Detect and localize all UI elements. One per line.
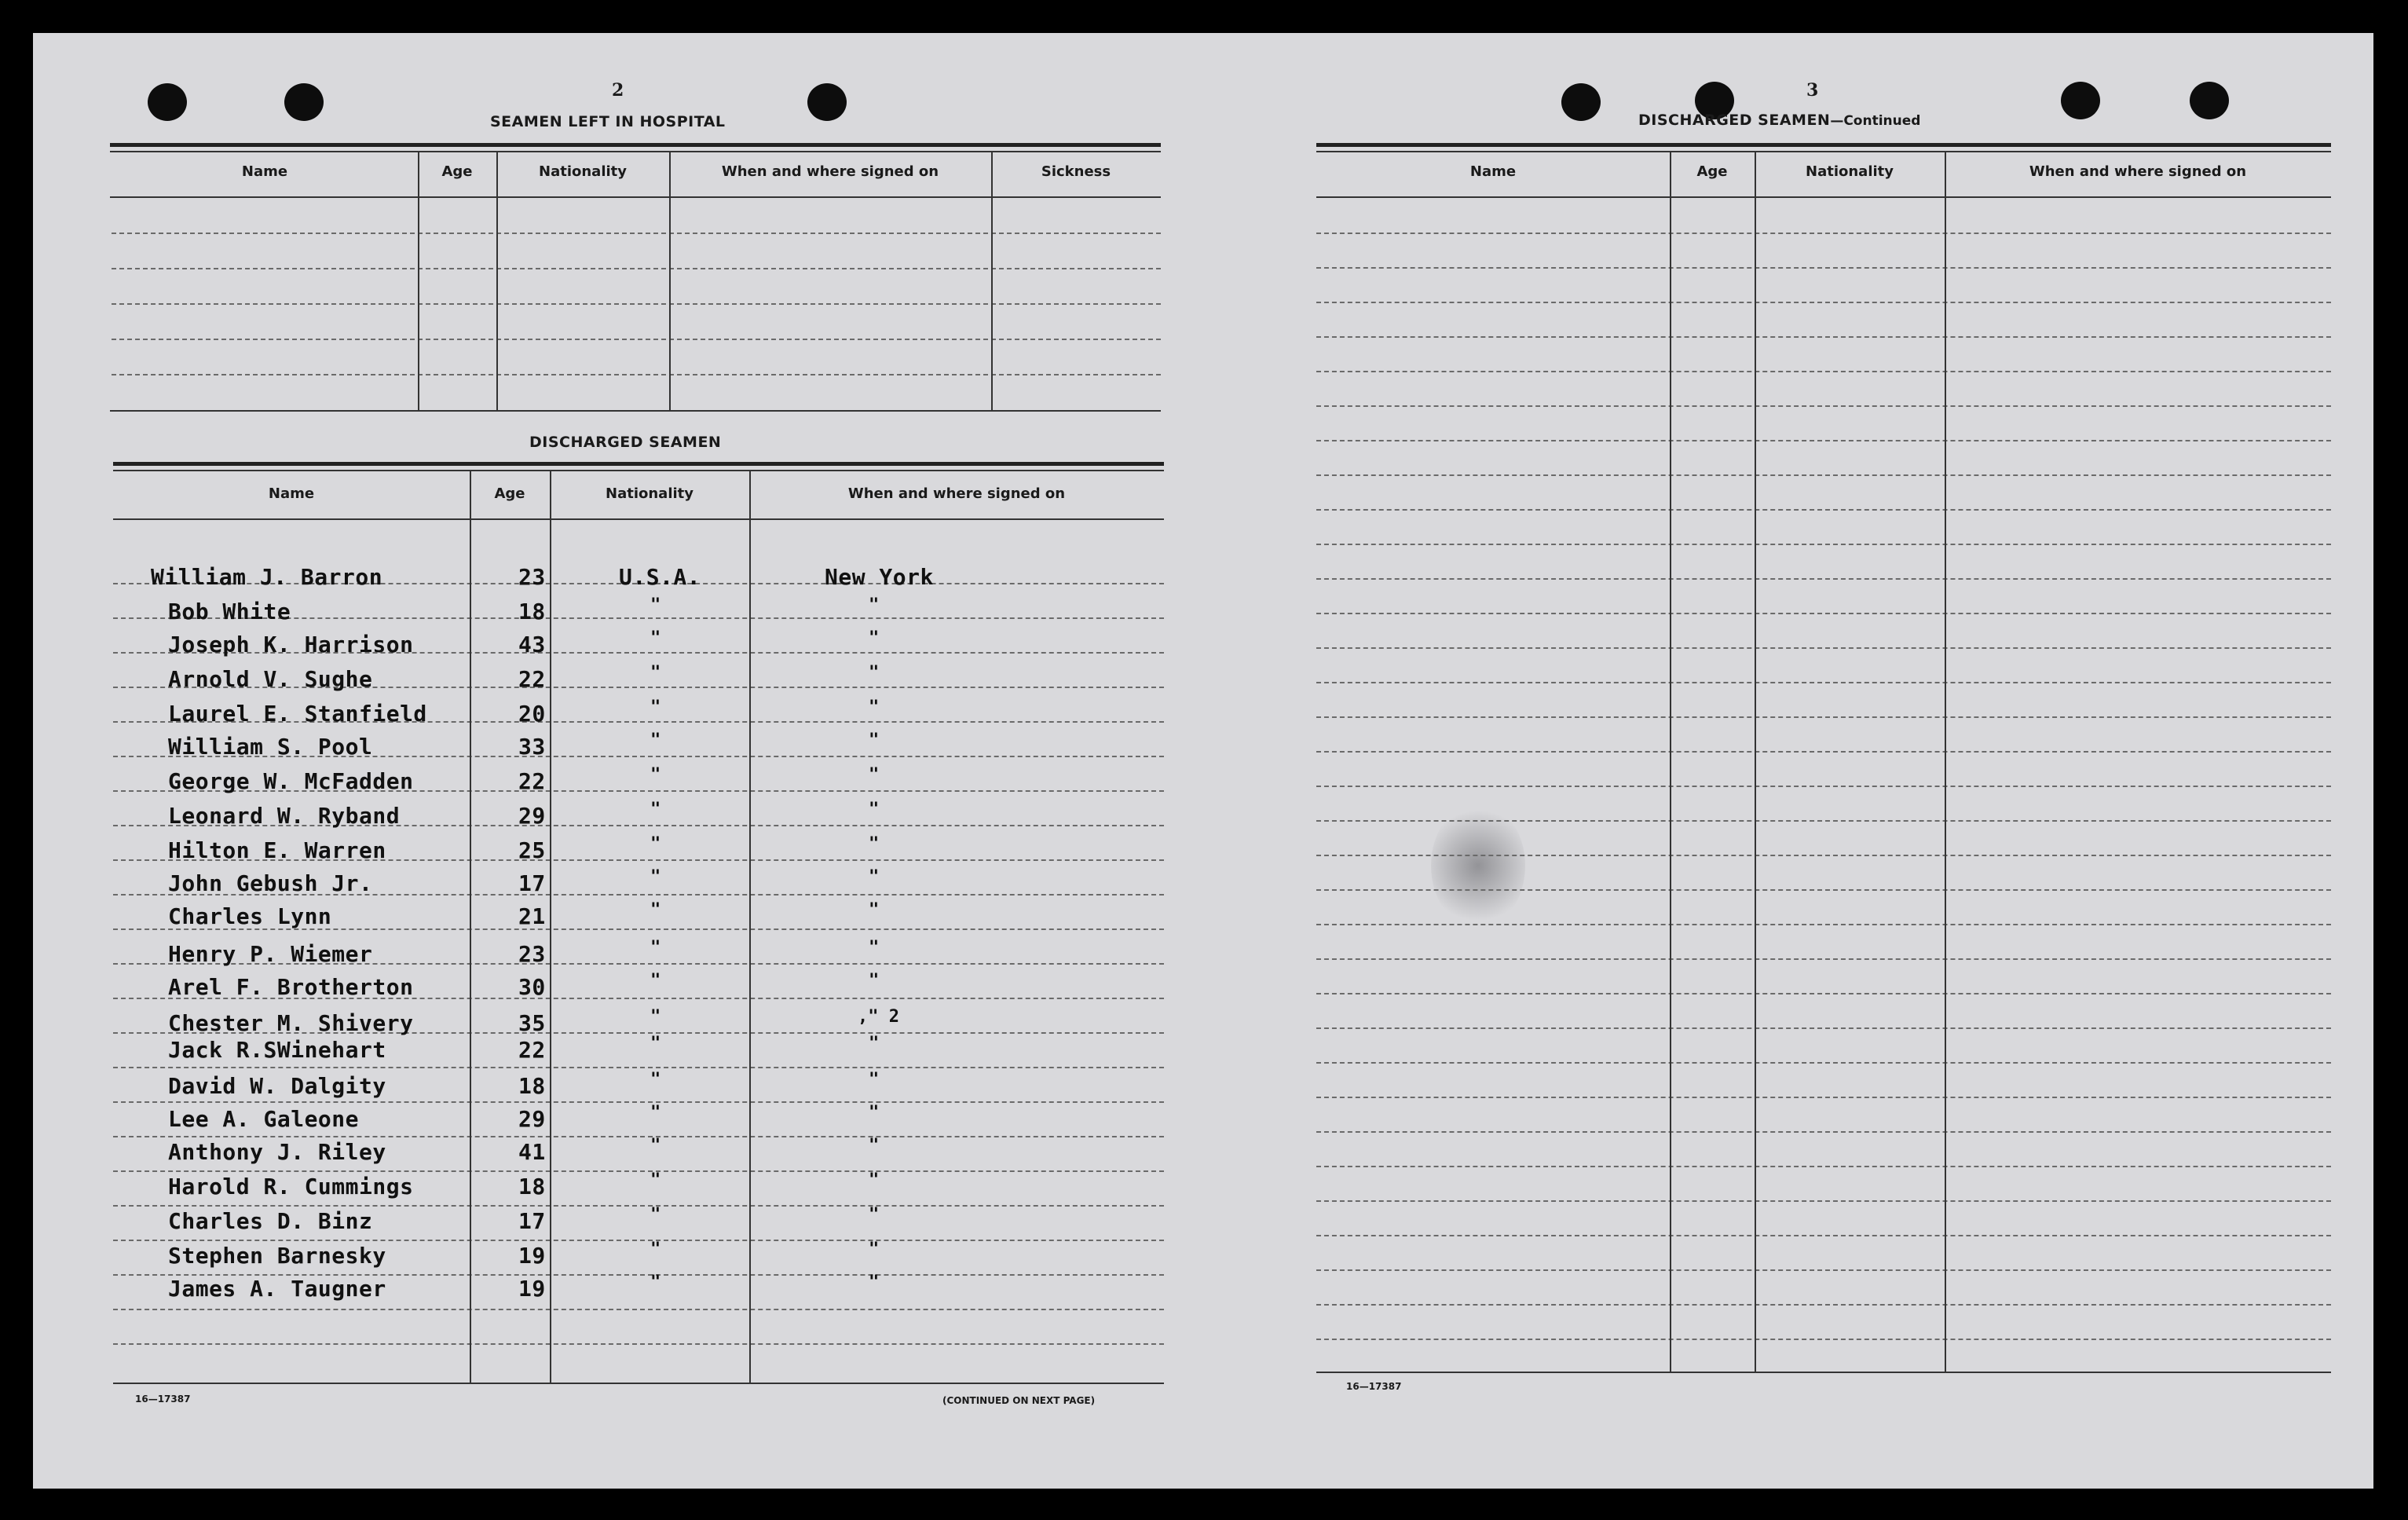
seaman-nationality: ": [650, 1240, 661, 1259]
right-page: [1211, 33, 2373, 1489]
ruled-line: [1316, 302, 2331, 303]
ruled-line: [113, 1067, 1164, 1068]
seaman-age: 18: [518, 599, 546, 624]
ruled-line: [1316, 751, 2331, 753]
title-text: DISCHARGED SEAMEN: [1638, 112, 1831, 129]
seaman-name: David W. Dalgity: [168, 1073, 386, 1099]
seaman-name: Chester M. Shivery: [168, 1010, 414, 1036]
ruled-line: [112, 339, 1161, 340]
discharged-header-age: Age: [494, 485, 525, 502]
form-number: 16—17387: [1346, 1381, 1402, 1392]
seaman-signed-on: ": [869, 1034, 880, 1053]
seaman-signed-on: ": [869, 765, 880, 785]
seaman-signed-on: ": [869, 1136, 880, 1156]
ruled-line: [1316, 1235, 2331, 1236]
seaman-signed-on: ": [869, 731, 880, 750]
seaman-name: Arnold V. Sughe: [168, 666, 373, 692]
ruled-line: [113, 1343, 1164, 1345]
left-page: [33, 33, 1195, 1489]
seaman-age: 22: [518, 768, 546, 794]
hospital-header-signed-on: When and where signed on: [721, 163, 939, 180]
seaman-name: John Gebush Jr.: [168, 870, 373, 896]
seaman-age: 41: [518, 1139, 546, 1165]
ruled-line: [1316, 1027, 2331, 1029]
seaman-signed-on: ": [869, 628, 880, 648]
ruled-line: [1316, 544, 2331, 545]
seaman-age: 33: [518, 734, 546, 760]
continued-header-signed-on: When and where signed on: [2029, 163, 2247, 180]
seaman-signed-on: ": [869, 867, 880, 887]
ruled-line: [1316, 613, 2331, 614]
ruled-line: [112, 374, 1161, 375]
document-paper: [33, 33, 2373, 1489]
seaman-nationality: U.S.A.: [619, 564, 701, 590]
seaman-signed-on: ": [869, 1070, 880, 1090]
ruled-line: [1316, 889, 2331, 891]
seaman-age: 43: [518, 632, 546, 657]
ruled-line: [113, 1136, 1164, 1137]
rule: [113, 1383, 1164, 1384]
column-divider: [550, 470, 551, 1383]
seaman-signed-on: ": [869, 1240, 880, 1259]
seaman-name: Jack R.SWinehart: [168, 1037, 386, 1063]
seaman-name: Leonard W. Ryband: [168, 803, 401, 829]
rule: [113, 470, 1164, 471]
hospital-header-name: Name: [241, 163, 288, 180]
ruled-line: [1316, 786, 2331, 787]
seaman-age: 21: [518, 903, 546, 929]
seaman-age: 29: [518, 1106, 546, 1132]
seaman-age: 18: [518, 1174, 546, 1200]
seaman-age: 19: [518, 1276, 546, 1302]
column-divider: [418, 151, 419, 410]
ruled-line: [1316, 993, 2331, 994]
seaman-signed-on: ": [869, 800, 880, 819]
ruled-line: [113, 1309, 1164, 1310]
seaman-signed-on: ": [869, 1170, 880, 1190]
continued-header-age: Age: [1696, 163, 1728, 180]
ruled-line: [1316, 716, 2331, 718]
ruled-line: [1316, 509, 2331, 511]
ruled-line: [1316, 1269, 2331, 1271]
seaman-nationality: ": [650, 1170, 661, 1190]
seaman-nationality: ": [650, 595, 661, 615]
seaman-nationality: ": [650, 971, 661, 991]
rule: [1316, 143, 2331, 147]
ruled-line: [1316, 1062, 2331, 1064]
seaman-signed-on: ": [869, 1273, 880, 1292]
discharged-header-name: Name: [268, 485, 315, 502]
rule: [1316, 151, 2331, 152]
continued-header-nationality: Nationality: [1806, 163, 1894, 180]
seaman-name: Stephen Barnesky: [168, 1243, 386, 1269]
rule: [110, 143, 1161, 147]
ruled-line: [1316, 1166, 2331, 1167]
seaman-age: 23: [518, 941, 546, 967]
seaman-signed-on: ," 2: [858, 1007, 899, 1027]
seaman-name: James A. Taugner: [168, 1276, 386, 1302]
column-divider: [1945, 151, 1946, 1372]
ruled-line: [112, 268, 1161, 269]
ruled-line: [113, 1170, 1164, 1172]
discharged-continued-title: [1638, 112, 1920, 129]
column-divider: [1755, 151, 1756, 1372]
seaman-nationality: ": [650, 867, 661, 887]
rule: [113, 462, 1164, 466]
ruled-line: [1316, 820, 2331, 822]
hospital-header-age: Age: [441, 163, 473, 180]
seaman-name: Anthony J. Riley: [168, 1139, 386, 1165]
discharged-section-title: DISCHARGED SEAMEN: [529, 434, 722, 451]
ruled-line: [112, 233, 1161, 234]
form-number: 16—17387: [135, 1394, 191, 1405]
seaman-age: 20: [518, 701, 546, 727]
ruled-line: [1316, 371, 2331, 372]
hospital-section-title: SEAMEN LEFT IN HOSPITAL: [490, 113, 726, 130]
rule: [110, 410, 1161, 412]
seaman-age: 25: [518, 837, 546, 863]
seaman-age: 17: [518, 1208, 546, 1234]
seaman-signed-on: ": [869, 900, 880, 920]
seaman-name: William S. Pool: [168, 734, 373, 760]
seaman-name: Laurel E. Stanfield: [168, 701, 427, 727]
ruled-line: [1316, 474, 2331, 476]
rule: [1316, 1372, 2331, 1373]
seaman-name: Arel F. Brotherton: [168, 974, 414, 1000]
seaman-name: William J. Barron: [151, 564, 383, 590]
seaman-name: Charles Lynn: [168, 903, 332, 929]
discharged-header-signed-on: When and where signed on: [847, 485, 1066, 502]
ruled-line: [1316, 647, 2331, 649]
seaman-signed-on: ": [869, 834, 880, 854]
column-divider: [749, 470, 751, 1383]
ruled-line: [1316, 682, 2331, 683]
seaman-age: 17: [518, 870, 546, 896]
seaman-nationality: ": [650, 1136, 661, 1156]
ruled-line: [113, 1205, 1164, 1207]
page-number: 2: [612, 80, 624, 101]
seaman-nationality: ": [650, 1273, 661, 1292]
seaman-nationality: ": [650, 1103, 661, 1123]
seaman-name: Bob White: [168, 599, 291, 624]
ruled-line: [112, 303, 1161, 305]
seaman-age: 22: [518, 1037, 546, 1063]
column-divider: [470, 470, 471, 1383]
rule: [110, 196, 1161, 198]
seaman-nationality: ": [650, 628, 661, 648]
seaman-name: Harold R. Cummings: [168, 1174, 414, 1200]
seaman-nationality: ": [650, 1070, 661, 1090]
ruled-line: [1316, 578, 2331, 580]
ruled-line: [1316, 958, 2331, 960]
seaman-signed-on: ": [869, 663, 880, 683]
seaman-nationality: ": [650, 731, 661, 750]
seaman-nationality: ": [650, 1205, 661, 1225]
ruled-line: [1316, 855, 2331, 856]
hospital-header-nationality: Nationality: [539, 163, 627, 180]
ruled-line: [113, 1240, 1164, 1241]
seaman-age: 23: [518, 564, 546, 590]
seaman-signed-on: ": [869, 938, 880, 958]
seaman-nationality: ": [650, 938, 661, 958]
seaman-nationality: ": [650, 663, 661, 683]
page-number: 3: [1806, 80, 1819, 101]
ruled-line: [1316, 1097, 2331, 1098]
seaman-nationality: ": [650, 698, 661, 717]
seaman-age: 29: [518, 803, 546, 829]
column-divider: [496, 151, 498, 410]
ruled-line: [1316, 405, 2331, 407]
seaman-name: George W. McFadden: [168, 768, 414, 794]
title-suffix: —Continued: [1830, 113, 1921, 129]
seaman-signed-on: New York: [825, 564, 934, 590]
column-divider: [1670, 151, 1671, 1372]
rule: [1316, 196, 2331, 198]
ruled-line: [1316, 1304, 2331, 1306]
continued-note: (CONTINUED ON NEXT PAGE): [942, 1395, 1096, 1406]
ruled-line: [1316, 267, 2331, 269]
seaman-nationality: ": [650, 834, 661, 854]
seaman-age: 35: [518, 1010, 546, 1036]
seaman-name: Hilton E. Warren: [168, 837, 386, 863]
seaman-age: 19: [518, 1243, 546, 1269]
ruled-line: [1316, 1200, 2331, 1202]
ruled-line: [1316, 336, 2331, 338]
continued-header-name: Name: [1469, 163, 1517, 180]
rule: [110, 151, 1161, 152]
seaman-age: 18: [518, 1073, 546, 1099]
seaman-nationality: ": [650, 1034, 661, 1053]
seaman-nationality: ": [650, 900, 661, 920]
ruled-line: [1316, 1131, 2331, 1133]
ruled-line: [1316, 1339, 2331, 1340]
seaman-name: Henry P. Wiemer: [168, 941, 373, 967]
rule: [113, 518, 1164, 520]
ruled-line: [1316, 924, 2331, 925]
hospital-header-sickness: Sickness: [1041, 163, 1111, 180]
seaman-age: 30: [518, 974, 546, 1000]
seaman-nationality: ": [650, 800, 661, 819]
seaman-nationality: ": [650, 765, 661, 785]
seaman-signed-on: ": [869, 1103, 880, 1123]
seaman-signed-on: ": [869, 1205, 880, 1225]
ruled-line: [1316, 233, 2331, 234]
seaman-name: Lee A. Galeone: [168, 1106, 360, 1132]
seaman-signed-on: ": [869, 971, 880, 991]
seaman-nationality: ": [650, 1007, 661, 1027]
column-divider: [991, 151, 993, 410]
ruled-line: [113, 1101, 1164, 1103]
seaman-signed-on: ": [869, 595, 880, 615]
seaman-signed-on: ": [869, 698, 880, 717]
seaman-name: Charles D. Binz: [168, 1208, 373, 1234]
discharged-header-nationality: Nationality: [606, 485, 693, 502]
seaman-age: 22: [518, 666, 546, 692]
seaman-name: Joseph K. Harrison: [168, 632, 414, 657]
ruled-line: [1316, 440, 2331, 441]
column-divider: [669, 151, 671, 410]
